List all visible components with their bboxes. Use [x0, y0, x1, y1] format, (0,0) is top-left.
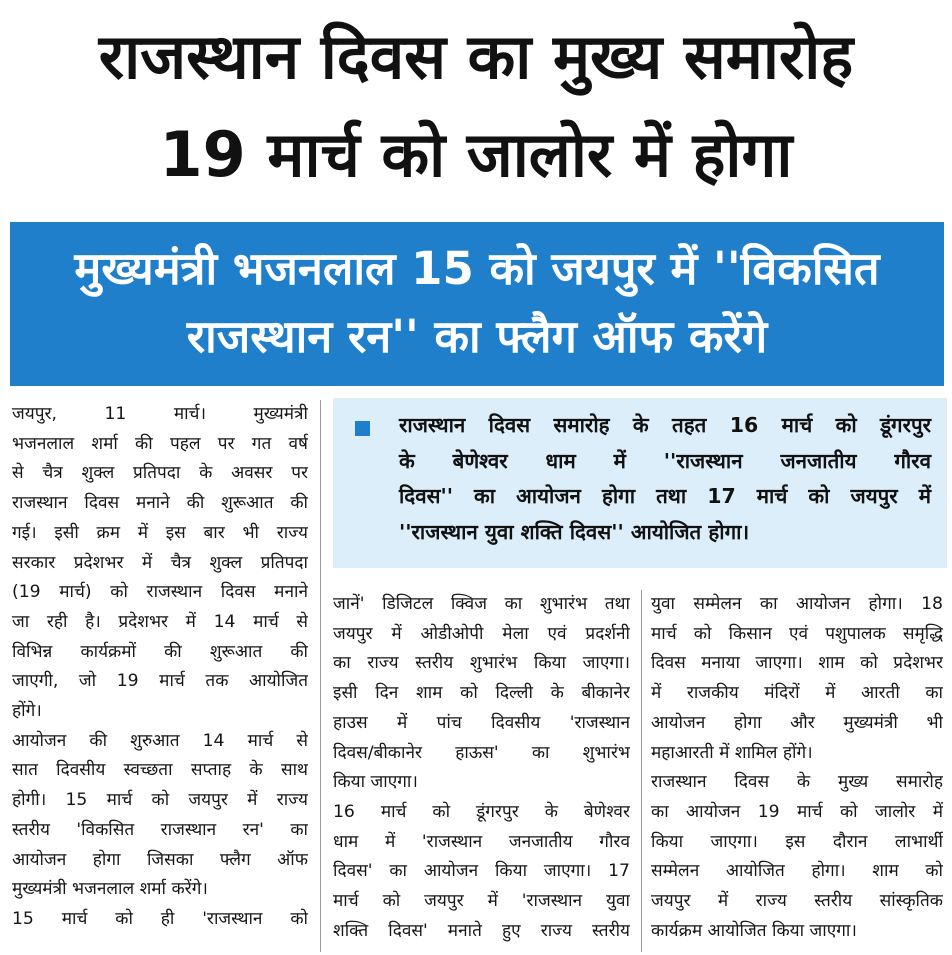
highlight-text: [399, 408, 931, 550]
text-line: मुख्यमंत्री भजनलाल शर्मा करेंगे।: [12, 879, 208, 900]
text-line: स्तरीय 'विकसित राजस्थान रन' का: [12, 819, 308, 840]
text-line: से चैत्र शुक्ल प्रतिपदा के अवसर पर: [12, 463, 308, 484]
text-line: दिवस/बीकानेर हाऊस' का शुभारंभ: [333, 742, 630, 763]
column-divider: [641, 590, 642, 952]
text-line: आयोजन होगा जिसका फ्लैग ऑफ: [12, 849, 308, 870]
text-line: महाआरती में शामिल होंगे।: [651, 742, 813, 763]
headline-line-2: 19 मार्च को जालोर में होगा: [159, 118, 793, 191]
text-line: इसी दिन शाम को दिल्ली के बीकानेर: [333, 683, 630, 704]
text-line: जा रही है। प्रदेशभर में 14 मार्च से: [12, 611, 308, 632]
text-line: दिवस मनाया जाएगा। शाम को प्रदेशभर: [651, 653, 943, 674]
text-line: दिवस' का आयोजन किया जाएगा। 17: [333, 861, 630, 882]
highlight-line: के बेणेश्वर धाम में ''राजस्थान जनजातीय गौरव: [399, 448, 931, 473]
text-line: सम्मेलन आयोजित होगा। शाम को: [651, 861, 943, 882]
subheadline-line-2: राजस्थान रन'' का फ्लैग ऑफ करेंगे: [186, 310, 768, 363]
subheadline-line-1: मुख्यमंत्री भजनलाल 15 को जयपुर में ''विकसित: [74, 242, 880, 295]
text-line: होंगे।: [12, 701, 42, 722]
article-column-2: [333, 590, 630, 946]
subheadline-banner: [10, 222, 944, 386]
text-line: का राज्य स्तरीय शुभारंभ किया जाएगा।: [333, 653, 630, 674]
text-line: धाम में 'राजस्थान जनजातीय गौरव: [333, 831, 630, 852]
headline: [0, 0, 952, 215]
highlight-box: [333, 398, 947, 568]
text-line: आयोजन होगा और मुख्यमंत्री भी: [651, 712, 943, 733]
text-line: गई। इसी क्रम में इस बार भी राज्य: [12, 522, 308, 543]
text-line: में राजकीय मंदिरों में आरती का: [651, 683, 943, 704]
highlight-line: ''राजस्थान युवा शक्ति दिवस'' आयोजित होगा।: [399, 519, 750, 544]
text-line: राजस्थान दिवस मनाने की शुरूआत की: [12, 493, 308, 514]
highlight-line: दिवस'' का आयोजन होगा तथा 17 मार्च को जयपुर में: [399, 484, 931, 508]
text-line: हाउस में पांच दिवसीय 'राजस्थान: [333, 712, 630, 733]
text-line: आयोजन की शुरुआत 14 मार्च से: [12, 730, 308, 751]
headline-line-1: राजस्थान दिवस का मुख्य समारोह: [98, 20, 854, 93]
highlight-line: राजस्थान दिवस समारोह के तहत 16 मार्च को डूंगरपुर: [399, 413, 931, 437]
text-line: का आयोजन 19 मार्च को जालोर में: [651, 801, 943, 822]
text-line: कार्यक्रम आयोजित किया जाएगा।: [651, 920, 857, 941]
text-line: 15 मार्च को ही 'राजस्थान को: [12, 908, 308, 929]
text-line: होगी। 15 मार्च को जयपुर में राज्य: [12, 790, 308, 811]
text-line: मार्च को किसान एवं पशुपालक समृद्धि: [651, 623, 943, 644]
text-line: किया जाएगा।: [333, 772, 418, 793]
text-line: राजस्थान दिवस के मुख्य समारोह: [651, 772, 943, 793]
text-line: जयपुर, 11 मार्च। मुख्यमंत्री: [12, 404, 308, 424]
text-line: जयपुर में राज्य स्तरीय सांस्कृतिक: [651, 891, 943, 912]
text-line: मार्च को जयपुर में 'राजस्थान युवा: [333, 891, 630, 912]
text-line: विभिन्न कार्यक्रमों की शुरूआत की: [12, 641, 308, 662]
text-line: जयपुर में ओडीओपी मेला एवं प्रदर्शनी: [333, 623, 630, 644]
column-divider: [320, 400, 321, 952]
text-line: जानें' डिजिटल क्विज का शुभारंभ तथा: [333, 594, 630, 614]
text-line: सरकार प्रदेशभर में चैत्र शुक्ल प्रतिपदा: [12, 552, 308, 573]
article-column-1: [12, 400, 308, 935]
text-line: भजनलाल शर्मा की पहल पर गत वर्ष: [12, 433, 308, 454]
text-line: 16 मार्च को डूंगरपुर के बेणेश्वर: [333, 801, 630, 822]
text-line: सात दिवसीय स्वच्छता सप्ताह के साथ: [12, 760, 308, 781]
text-line: किया जाएगा। इस दौरान लाभार्थी: [651, 831, 943, 852]
text-line: जाएगी, जो 19 मार्च तक आयोजित: [12, 671, 308, 692]
text-line: युवा सम्मेलन का आयोजन होगा। 18: [651, 594, 943, 614]
text-line: शक्ति दिवस' मनाते हुए राज्य स्तरीय: [333, 920, 630, 941]
text-line: (19 मार्च) को राजस्थान दिवस मनाने: [12, 582, 308, 603]
square-bullet-icon: [355, 421, 370, 436]
article-column-3: [651, 590, 943, 946]
